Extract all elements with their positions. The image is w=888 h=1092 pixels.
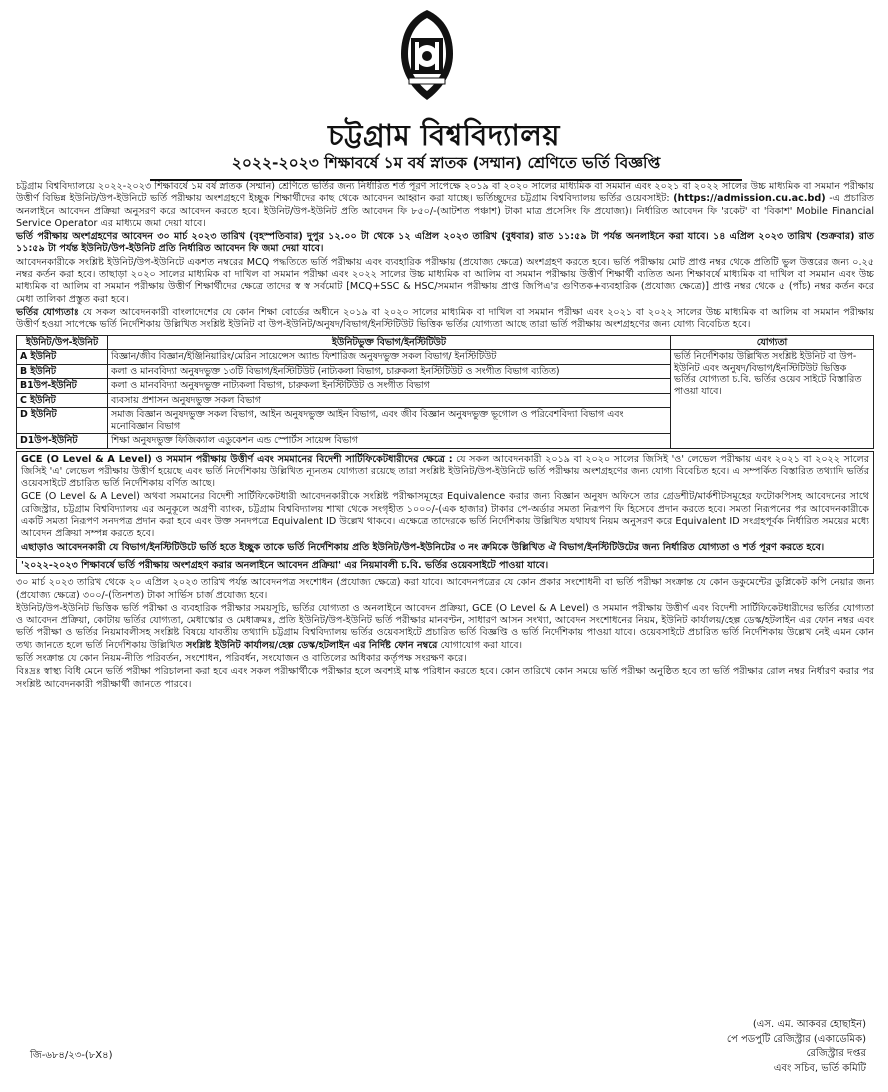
exam-method-paragraph: আবেদনকারীকে সংশ্লিষ্ট ইউনিট/উপ-ইউনিটে একশত নম্বরের MCQ পদ্ধতিতে ভর্তি পরীক্ষায় এবং ব্যবহারিক পরীক্ষায় (প্রযোজ্য ক্ষেত্রে) অংশগ্রহণ করতে হবে। ভর্তি পরীক্ষায় মোট প্রাপ্ত নম্বর থেকে প্রতিটি ভুল উত্তরের জন্য ০.২৫ নম্বর কর্তন করা হবে। তাছাড়া ২০২০ সালের মাধ্যমিক বা দাখিল বা সমমান পরীক্ষা এবং ২০২২ সালের উচ্চ মাধ্যমিক বা আলিম বা সমমান পরীক্ষায় উত্তীর্ণ শিক্ষার্থী ব্যতিত অন্য শিক্ষাবর্ষে মাধ্যমিক বা দাখিল বা সমমান এবং উচ্চ মাধ্যমিক বা আলিম বা সমমান পরীক্ষায় উত্তীর্ণ শিক্ষার্থীদের ক্ষেত্রে তাদের স্ব স্ব সর্বমোট [MCQ+SSC & HSC/সমমান পরীক্ষায় প্রাপ্ত জিপিএ'র গুণিতক+ব্যবহারিক (প্রযোজ্য ক্ষেত্রে)] প্রাপ্ত নম্বর থেকে ৫ (পাঁচ) নম্বর কর্তন করে মেধা তালিকা প্রস্তুত করা হবে। [16,256,875,305]
health-note-paragraph: বিঃদ্রঃ স্বাস্থ্য বিধি মেনে ভর্তি পরীক্ষা পরিচালনা করা হবে এবং সকল পরীক্ষার্থীকে পরীক্ষার হলে অবশ্যই মাস্ক পরিধান করতে হবে। কোন তারিখে কোন সময়ে ভর্তি পরীক্ষা অনুষ্ঠিত হবে তা ভর্তি পরীক্ষার রোল নম্বর নির্ধারণ করার পর সংশ্লিষ্ট আবেদনকারী পরীক্ষার্থী জানতে পারবে। [16,666,874,690]
col-unit: ইউনিট/উপ-ইউনিট [17,335,108,350]
intro-paragraph [16,181,874,230]
unit-name: B ইউনিট [17,364,108,379]
gce-text-1: যে সকল আবেদনকারী ২০১৯ বা ২০২০ সালের জিসিই 'ও' লেভেল পরীক্ষায় এবং ২০২১ বা ২০২২ সালের জিসিই 'এ' লেভেল পরীক্ষায় উত্তীর্ণ হয়েছে এবং ভর্তি নির্দেশিকায় উল্লিখিত ন্যূনতম যোগ্যতা রয়েছে তারা সংশ্লিষ্ট ইউনিট/উপ-ইউনিটে ভর্তি পরীক্ষায় অংশগ্রহণের জন্য যোগ্য বিবেচিত হবে। এ সম্পর্কিত বিস্তারিত তথ্যাদি ভর্তির ওয়েবসাইটে প্রচারিত ভর্তি নির্দেশিকায় বর্ণিত আছে। [21,453,869,490]
signatory-name: (এস. এম. আকবর হোছাইন) [752,1019,866,1030]
additional-requirement: এছাড়াও আবেদনকারী যে বিভাগ/ইনস্টিটিউটে ভর্তি হতে ইচ্ছুক তাকে ভর্তি নির্দেশিকায় প্রতি ইউনিট/উপ-ইউনিটের ৩ নং ক্রমিকে উল্লিখিত ঐ বিভাগ/ইনস্টিটিউটের জন্য নির্ধারিত যোগ্যতা ও শর্ত পূরণ করতে হবে। [21,541,825,553]
notice-body [16,181,874,692]
unit-depts: বিজ্ঞান/জীব বিজ্ঞান/ইঞ্জিনিয়ারিং/মেরিন সায়েন্সেস অ্যান্ড ফিশারিজ অনুষদভুক্ত সকল বিভাগ/ ইনস্টিটিউট [108,350,671,365]
unit-depts: সমাজ বিজ্ঞান অনুষদভুক্ত সকল বিভাগ, আইন অনুষদভুক্ত আইন বিভাগ, এবং জীব বিজ্ঞান অনুষদভুক্ত ভূগোল ও পরিবেশবিদ্যা বিভাগ এবং মনোবিজ্ঞান বিভাগ [108,408,671,434]
table-row [17,350,874,365]
signatory-title: পে পডপুটি রেজিস্ট্রার (একাডেমিক) [726,1033,866,1045]
gce-paragraph-2: GCE (O Level & A Level) অথবা সমমানের বিদেশী সার্টিফিকেটধারী আবেদনকারীকে সংশ্লিষ্ট পরীক্ষাসমূহের Equivalence করার জন্য বিজ্ঞান অনুষদ অফিসে তার গ্রেডশীট/মার্কশীটসমূহের ফটোকপিসহ আবেদনের সাথে রেজিস্ট্রার, চট্টগ্রাম বিশ্ববিদ্যালয় এর অনুকূলে অগ্রণী ব্যাংক, চট্টগ্রাম বিশ্ববিদ্যালয় শাখা থেকে সংগৃহীত ১০০০/-(এক হাজার) টাকার পে-অর্ডার সমতা নিরূপণ ফি হিসেবে প্রদান করতে হবে। সমতা নিরূপনের পর আবেদনকারীকে একটি সমতা নিরূপণ সনদপত্র প্রদান করা হবে এবং উক্ত সনদপত্রে Equivalent ID উল্লেখ থাকবে। এক্ষেত্রে তাদেরকে ভর্তি নির্দেশিকায় উল্লিখিত যথাযথ নিয়ম অনুসরণ করে Equivalent ID সংগ্রহপূর্বক নির্ধারিত সময়ের মধ্যে আবেদন প্রক্রিয়া সম্পন্ন করতে হবে। [21,491,869,540]
info-text-b: সংশ্লিষ্ট ইউনিট কার্যালয়/হেল্প ডেস্ক/হটলাইন এর নির্দিষ্ট ফোন নম্বরে [186,639,438,651]
info-paragraph [16,603,874,652]
application-dates-paragraph: ভর্তি পরীক্ষায় অংশগ্রহণের আবেদন ৩০ মার্চ ২০২৩ তারিখ (বৃহস্পতিবার) দুপুর ১২.০০ টা থেকে ১২ এপ্রিল ২০২৩ তারিখ (বুধবার) রাত ১১:৫৯ টা পর্যন্ত অনলাইনে করা যাবে। ১৪ এপ্রিল ২০২৩ তারিখ (শুক্রবার) রাত ১১:৫৯ টা পর্যন্ত ইউনিট/উপ-ইউনিট প্রতি নির্ধারিত আবেদন ফি জমা দেয়া যাবে। [16,231,874,255]
col-eligibility: যোগ্যতা [671,335,874,350]
admission-url[interactable]: (https://admission.cu.ac.bd) [673,193,826,205]
unit-depts: শিক্ষা অনুষদভুক্ত ফিজিক্যাল এডুকেশন এন্ড স্পোর্টস সায়েন্স বিভাগ [108,434,671,449]
intro-text-b: -এ প্রচারিত অনলাইনে আবেদন প্রক্রিয়া অনুসরণ করে আবেদন করতে হবে। ইউনিট/উপ-ইউনিট প্রতি আবেদন ফি ৮৫০/-(আটশত পঞ্চাশ) টাকা মাত্র প্রসেসিং ফি প্রযোজ্য)। নির্ধারিত আবেদন ফি 'রকেট' বা 'বিকাশ' Mobile Financial Service Operator এর মাধ্যমে জমা দেয়া যাবে। [16,193,874,229]
col-depts: ইউনিটভুক্ত বিভাগ/ইনস্টিটিউট [108,335,671,350]
correction-paragraph: ৩০ মার্চ ২০২৩ তারিখ থেকে ২০ এপ্রিল ২০২৩ তারিখ পর্যন্ত আবেদনপত্র সংশোধন (প্রযোজ্য ক্ষেত্রে) করা যাবে। আবেদনপত্রের যে কোন প্রকার সংশোধনী বা ভর্তি পরীক্ষা সংক্রান্ত যে কোন ডকুমেন্টের ডুপ্লিকেট কপি নেয়ার জন্য (প্রযোজ্য ক্ষেত্রে) ৩০০/-(তিনশত) টাকা সার্ভিস চার্জ প্রযোজ্য হবে। [16,577,874,601]
eligibility-label: ভর্তির যোগ্যতাঃ [16,306,79,318]
unit-name: C ইউনিট [17,393,108,408]
notice-subtitle: ২০২২-২০২৩ শিক্ষাবর্ষে ১ম বর্ষ স্নাতক (সম্মান) শ্রেণিতে ভর্তি বিজ্ঞপ্তি [150,151,742,181]
signature-block [727,1018,866,1076]
rules-note: '২০২২-২০২৩ শিক্ষাবর্ষে ভর্তি পরীক্ষায় অংশগ্রহণ করার অনলাইনে আবেদন প্রক্রিয়া' এর নিয়মাবলী চ.বি. ভর্তির ওয়েবসাইটে পাওয়া যাবে। [16,559,874,574]
unit-name: A ইউনিট [17,350,108,365]
rights-paragraph: ভর্তি সংক্রান্ত যে কোন নিয়ম-নীতি পরিবর্তন, সংশোধন, পরিবর্ধন, সংযোজন ও বাতিলের অধিকার কর্তৃপক্ষ সংরক্ষণ করে। [16,653,467,665]
reference-code: জি-৬৮৪/২৩-(৮X৪) [30,1050,113,1061]
unit-depts: কলা ও মানববিদ্যা অনুষদভুক্ত নাট্যকলা বিভাগ, চারুকলা ইনস্টিটিউট ও সংগীত বিভাগ [108,379,671,394]
signatory-office: রেজিস্ট্রার দপ্তর [806,1048,866,1059]
unit-depts: কলা ও মানববিদ্যা অনুষদভুক্ত ১৩টি বিভাগ/ইনস্টিটিউট (নাট্যকলা বিভাগ, চারুকলা ইনস্টিটিউট ও সংগীত বিভাগ ব্যতিত) [108,364,671,379]
unit-name: D1উপ-ইউনিট [17,434,108,449]
units-table [16,335,874,449]
university-title: চট্টগ্রাম বিশ্ববিদ্যালয় [328,118,560,152]
unit-name: D ইউনিট [17,408,108,434]
university-logo [395,8,459,104]
gce-paragraph-1 [21,454,869,491]
unit-depts: ব্যবসায় প্রশাসন অনুষদভুক্ত সকল বিভাগ [108,393,671,408]
unit-name: B1উপ-ইউনিট [17,379,108,394]
info-text-a: ইউনিট/উপ-ইউনিট ভিত্তিক ভর্তি পরীক্ষা ও ব্যবহারিক পরীক্ষার সময়সূচি, ভর্তির যোগ্যতা ও অনলাইনে আবেদন প্রক্রিয়া, GCE (O Level & A Level) ও সমমান পরীক্ষায় উত্তীর্ণ এবং বিদেশী সার্টিফিকেটধারীদের ভর্তির যোগ্যতা ও আবেদন প্রক্রিয়া, কোটায় ভর্তির যোগ্যতা, মেধাস্কোর ও মেধাক্রমঃ, প্রতি ইউনিট/উপ-ইউনিট ভর্তি পরীক্ষার মানবণ্টন, সাধারণ আসন সংখ্যা, আবেদন সংশোধনের নিয়ম, ইউনিট কার্যালয়/হেল্প ডেস্ক/হটলাইন এর ফোন নম্বর এবং ভর্তি পরীক্ষা ও ভর্তির নিয়মাবলীসহ সংশ্লিষ্ট বিষয়ে যাবতীয় তথ্যাদি চট্টগ্রাম বিশ্ববিদ্যালয় ভর্তির ওয়েবসাইটে প্রচারিত ভর্তি বিজ্ঞপ্তি ও ভর্তি নির্দেশিকায় পাওয়া যাবে। ওয়েবসাইটে প্রচারিত ভর্তি নির্দেশিকায় উল্লেখ নেই এমন কোন তথ্য জানতে হলে ভর্তি নির্দেশিকায় উল্লিখিত [16,602,874,651]
gce-label: GCE (O Level & A Level) ও সমমান পরীক্ষায় উত্তীর্ণ এবং সমমানের বিদেশী সার্টিফিকেটধারীদের ক্ষেত্রে : [21,453,453,465]
info-text-c: যোগাযোগ করা যাবে। [440,639,523,651]
intro-text-a: চট্টগ্রাম বিশ্ববিদ্যালয়ে ২০২২-২০২৩ শিক্ষাবর্ষে ১ম বর্ষ স্নাতক (সম্মান) শ্রেণিতে ভর্তির জন্য নির্ধারিত শর্ত পূরণ সাপেক্ষে ২০১৯ বা ২০২০ সালের মাধ্যমিক বা সমমান এবং ২০২১ বা ২০২২ সালের উচ্চ মাধ্যমিক বা সমমান পরীক্ষায় উত্তীর্ণ বিভিন্ন ইউনিট/উপ-ইউনিটে ভর্তি পরীক্ষায় অংশগ্রহণে ইচ্ছুক শিক্ষার্থীদের কাছ থেকে আবেদন আহ্বান করা যাচ্ছে। ভর্তিচ্ছুদের চট্টগ্রাম বিশ্ববিদ্যালয় ভর্তির ওয়েবসাইট: [16,181,874,205]
signatory-committee: এবং সচিব, ভর্তি কমিটি [773,1062,866,1074]
gce-section [16,451,874,558]
eligibility-text: যে সকল আবেদনকারী বাংলাদেশের যে কোন শিক্ষা বোর্ডের অধীনে ২০১৯ বা ২০২০ সালের মাধ্যমিক বা দাখিল বা সমমান পরীক্ষা এবং ২০২১ বা ২০২২ সালের উচ্চ মাধ্যমিক বা আলিম বা সমমান পরীক্ষায় উত্তীর্ণ হওয়া সাপেক্ষে ভর্তি নির্দেশিকায় উল্লিখিত সংশ্লিষ্ট ইউনিট বা উপ-ইউনিট/অনুষদ/বিভাগ/ইনস্টিটিউট ভিত্তিক ভর্তির যোগ্যতা আছে তারা ভর্তি পরীক্ষায় অংশগ্রহণের জন্য যোগ্য বিবেচিত হবে। [16,306,874,331]
eligibility-paragraph [16,307,874,332]
eligibility-cell: ভর্তি নির্দেশিকায় উল্লিখিত সংশ্লিষ্ট ইউনিট বা উপ-ইউনিট এবং অনুষদ/বিভাগ/ইনস্টিটিউট ভিত্তিক ভর্তির যোগ্যতা চ.বি. ভর্তির ওয়েব সাইটে বিস্তারিত পাওয়া যাবে। [671,350,874,449]
